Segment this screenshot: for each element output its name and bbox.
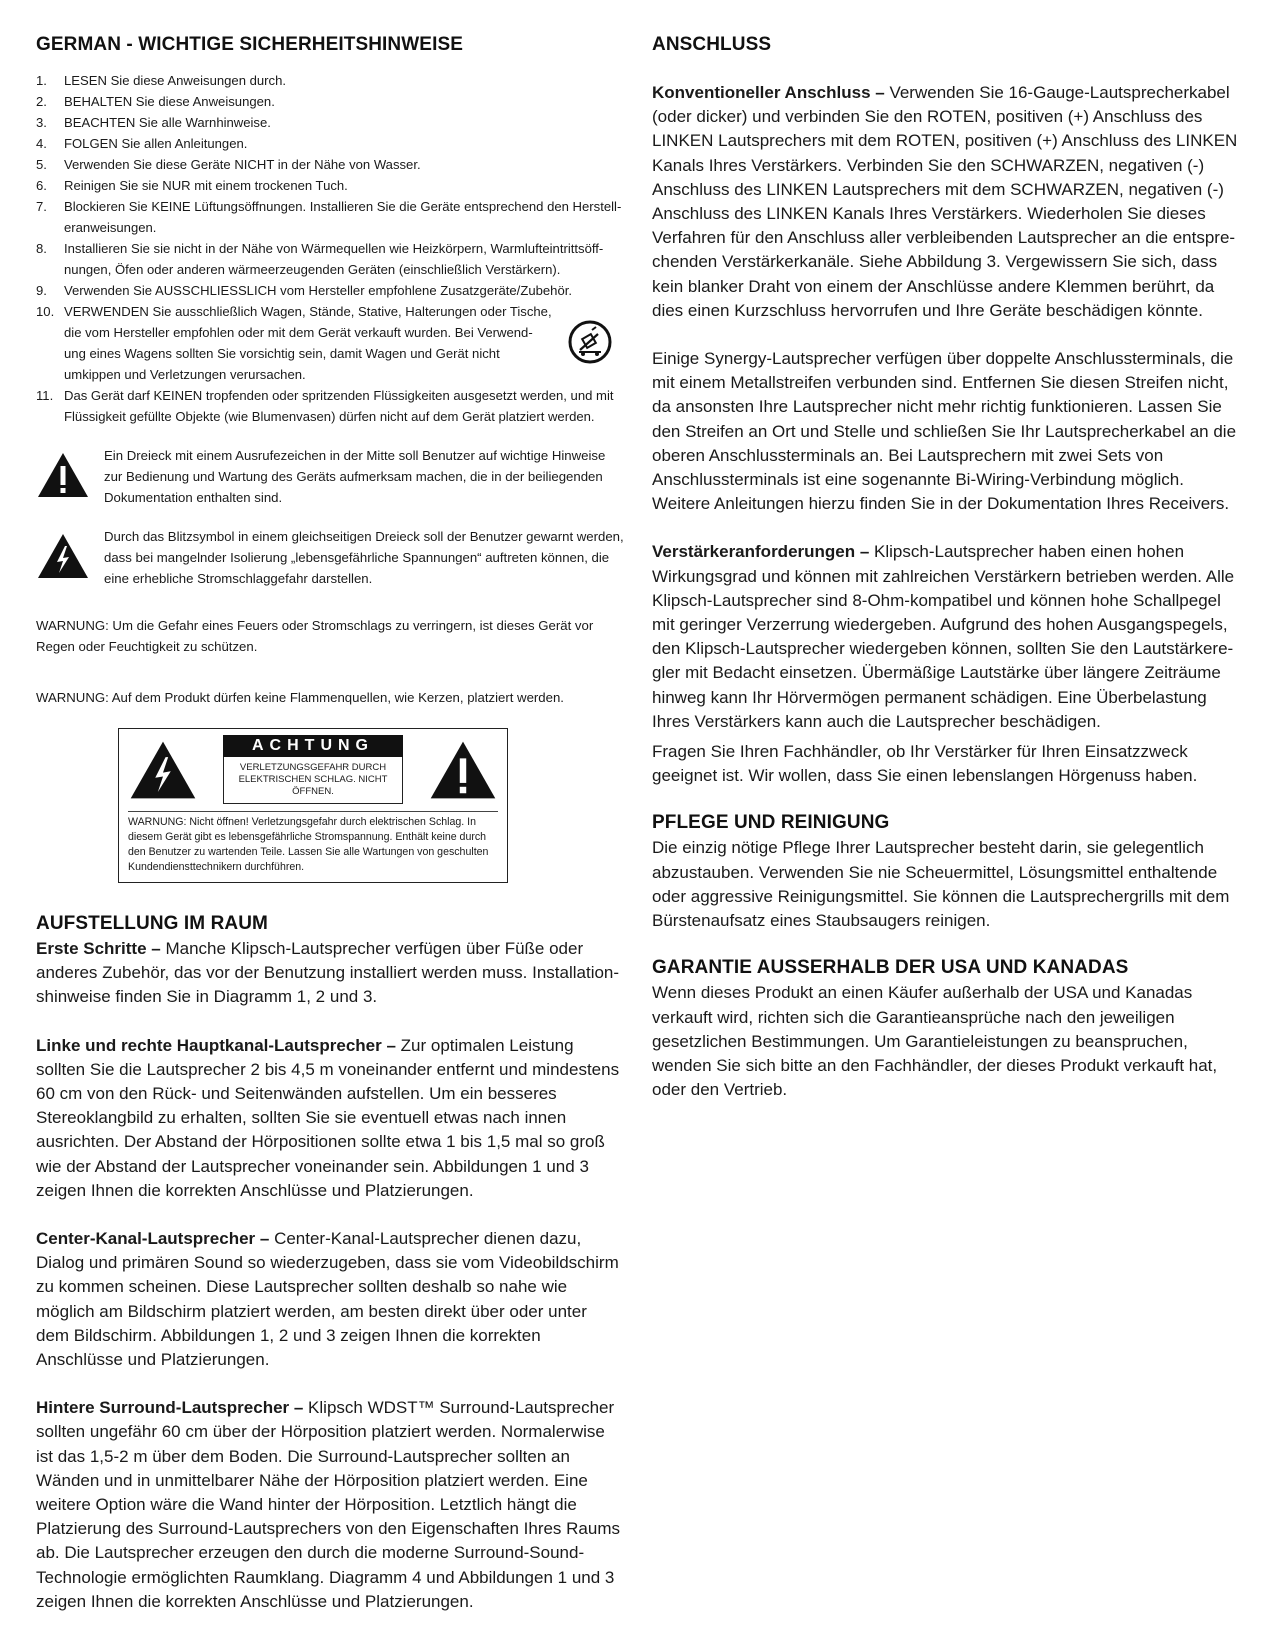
list-item-number: 5. [36, 157, 47, 172]
list-item [36, 112, 624, 133]
list-item [36, 196, 624, 238]
pflege-heading: PFLEGE UND REINIGUNG [652, 812, 890, 834]
erste-schritte-paragraph: Erste Schritte – Manche Klipsch-Lautsprecher verfügen über Füße oder anderes Zubehör, das vor der Benutzung installiert werden muss. Installation-shinweise finden Sie in Diagramm 1, 2 und 3. [36, 939, 620, 1007]
synergy-paragraph: Einige Synergy-Lautsprecher verfügen über doppelte Anschlussterminals, die mit einem Metallstreifen verbunden sind. Entfernen Sie diesen Streifen nicht, da ansonsten Ihre Lautsprecher nicht mehr richtig funktionieren. Lassen Sie den Streifen an Ort und Stelle und schließen Sie Ihr Lautsprecherkabel an die oberen Anschlussterminals an. Bei Lautsprechern mit zwei Sets von Anschlussterminals ist eine sogenannte Bi-Wiring-Verbindung möglich. Weitere Anleitungen hierzu finden Sie in der Dokumentation Ihres Receivers. [652, 349, 1237, 514]
list-item [36, 385, 624, 427]
achtung-title: ACHTUNG [223, 735, 403, 757]
list-item-number: 10. [36, 304, 55, 319]
list-item-text: Das Gerät darf KEINEN tropfenden oder spritzenden Flüssigkeiten ausgesetzt werden, und mit Flüssigkeit gefüllte Objekte (wie Blumenvasen) dürfen nicht auf dem Gerät platziert werden. [64, 388, 614, 424]
achtung-small-text: VERLETZUNGSGEFAHR DURCH ELEKTRISCHEN SCHLAG. NICHT ÖFFNEN. [223, 757, 403, 804]
warning-rain: WARNUNG: Um die Gefahr eines Feuers oder Stromschlags zu verringern, ist dieses Gerät vor Regen oder Feuchtigkeit zu schützen. [36, 618, 594, 654]
left-column [36, 34, 624, 1614]
safety-heading: GERMAN - WICHTIGE SICHERHEITSHINWEISE [36, 34, 463, 55]
exclamation-triangle-icon [428, 739, 498, 801]
list-item-number: 11. [36, 388, 54, 403]
center-kanal-paragraph: Center-Kanal-Lautsprecher – Center-Kanal-Lautsprecher dienen dazu, Dialog und primären Sound so wiederzugeben, dass sie vom Videobildschirm zu kommen scheinen. Diese Lautsprecher sollten deshalb so nahe wie möglich am Bildschirm platziert werden, am besten direkt über oder unter dem Bildschirm. Abbildungen 1, 2 und 3 zeigen Ihnen die korrekten Anschlüsse und Platzierungen. [36, 1229, 619, 1370]
garantie-section [652, 957, 1242, 1102]
list-item-number: 6. [36, 178, 47, 193]
hauptkanal-paragraph: Linke und rechte Hauptkanal-Lautsprecher – Zur optimalen Leistung sollten Sie die Lautsprecher 2 bis 4,5 m voneinander entfernt und mindestens 60 cm von den Rück- und Seitenwänden aufstellen. Um ein besseres Stereoklangbild zu erhalten, sollten Sie sie eventuell etwas nach innen ausrichten. Der Abstand der Hörpositionen sollte etwa 1 bis 1,5 mal so groß wie der Abstand der Lautsprecher voneinander sein. Abbildungen 1 und 3 zeigen Ihnen die korrekten Anschlüsse und Platzierungen. [36, 1035, 620, 1200]
list-item-number: 4. [36, 136, 47, 151]
safety-list [36, 70, 624, 427]
achtung-body: WARNUNG: Nicht öffnen! Verletzungsgefahr durch elektrischen Schlag. In diesem Gerät gibt es lebensgefährliche Stromspannung. Enthält keine durch den Benutzer zu wartenden Teile. Lassen Sie alle Wartungen von geschulten Kundendiensttechnikern durchführen. [128, 816, 489, 873]
verstaerker-paragraph: Verstärkeranforderungen – Klipsch-Lautsprecher haben einen hohen Wirkungsgrad und können mit zahlreichen Verstärkern betrieben werden. Alle Klipsch-Lautsprecher sind 8-Ohm-kompatibel und können hohe Schallpegel mit geringer Verzerrung wiedergeben. Aufgrund des hohen Ausgangspegels, den Klipsch-Lautsprecher wiedergeben können, sollten Sie den Lautstärkere-gler mit Bedacht einsetzen. Übermäßige Lautstärke über längere Zeiträume hinweg kann Ihr Hörvermögen permanent schädigen. Eine Überbelastung Ihres Verstärkers kann auch die Lautsprecher beschädigen. [652, 542, 1235, 731]
surround-paragraph: Hintere Surround-Lautsprecher – Klipsch WDST™ Surround-Lautsprecher sollten ungefähr 60 cm über der Hörposition platziert werden. Normalerwise ist das 1,5-2 m über dem Boden. Die Surround-Lautsprecher sollten an Wänden und in unmittelbarer Nähe der Hörposition platziert werden. Eine weitere Option wäre die Wand hinter der Hörposition. Letztlich hängt die Platzierung des Surround-Lautsprechers von den Eigenschaften Ihres Raums ab. Die Lautsprecher erzeugen den durch die moderne Surround-Sound-Technologie ermöglichten Raumklang. Diagramm 4 und Abbildungen 1 und 3 zeigen Ihnen die korrekten Anschlüsse und Platzierungen. [36, 1398, 621, 1611]
list-item-number: 7. [36, 199, 47, 214]
garantie-paragraph: Wenn dieses Produkt an einen Käufer außerhalb der USA und Kanadas verkauft wird, richten sich die Garantieansprüche nach den jeweiligen gesetzlichen Bestimmungen. Um Garantieleistungen zu beanspruchen, wenden Sie sich bitte an den Fachhändler, der dieses Produkt verkauft hat, oder den Vertrieb. [652, 983, 1218, 1100]
list-item-text: Installieren Sie sie nicht in der Nähe von Wärmequellen wie Heizkörpern, Warmlufteintrittsöff-nungen, Öfen oder anderen wärmeerzeugenden Geräten (einschließlich Verstärkern). [64, 241, 604, 277]
list-item-number: 8. [36, 241, 47, 256]
list-item-text: Verwenden Sie diese Geräte NICHT in der Nähe von Wasser. [64, 157, 421, 172]
aufstellung-section [36, 913, 624, 1614]
list-item-number: 9. [36, 283, 47, 298]
aufstellung-heading: AUFSTELLUNG IM RAUM [36, 913, 268, 934]
fachhaendler-paragraph: Fragen Sie Ihren Fachhändler, ob Ihr Verstärker für Ihren Einsatzzweck geeignet ist. Wir wollen, dass Sie einen lebenslangen Hörgenuss haben. [652, 742, 1198, 786]
list-item-text: FOLGEN Sie allen Anleitungen. [64, 136, 248, 151]
list-item-text: LESEN Sie diese Anweisungen durch. [64, 73, 287, 88]
exclamation-triangle-icon [36, 451, 90, 499]
list-item [36, 70, 624, 91]
warning-flame: WARNUNG: Auf dem Produkt dürfen keine Flammenquellen, wie Kerzen, platziert werden. [36, 690, 564, 705]
list-item [36, 238, 624, 280]
list-item-number: 2. [36, 94, 47, 109]
list-item-number: 3. [36, 115, 47, 130]
achtung-label-box [118, 728, 508, 883]
exclamation-note: Ein Dreieck mit einem Ausrufezeichen in der Mitte soll Benutzer auf wichtige Hinweise zur Bedienung und Wartung des Geräts aufmerksam machen, die in der beiliegenden Dokumentation enthalten sind. [36, 445, 624, 508]
lightning-triangle-icon [128, 739, 198, 801]
list-item-text: BEACHTEN Sie alle Warnhinweise. [64, 115, 271, 130]
list-item-text: Verwenden Sie AUSSCHLIESSLICH vom Hersteller empfohlene Zusatzgeräte/Zubehör. [64, 283, 573, 298]
garantie-heading: GARANTIE AUSSERHALB DER USA UND KANADAS [652, 957, 1129, 979]
anschluss-heading: ANSCHLUSS [652, 34, 772, 55]
list-item [36, 280, 624, 301]
list-item-number: 1. [36, 73, 47, 88]
list-item [36, 154, 624, 175]
lightning-note: Durch das Blitzsymbol in einem gleichseitigen Dreieck soll der Benutzer gewarnt werden, dass bei mangelnder Isolierung „lebensgefährliche Spannungen“ auftreten können, die eine erhebliche Stromschlaggefahr darstellen. [36, 526, 624, 589]
list-item-text: Blockieren Sie KEINE Lüftungsöffnungen. Installieren Sie die Geräte entsprechend den Herstell-eranweisungen. [64, 199, 622, 235]
list-item-text: BEHALTEN Sie diese Anweisungen. [64, 94, 275, 109]
pflege-paragraph: Die einzig nötige Pflege Ihrer Lautsprecher besteht darin, sie gelegentlich abzustauben. Verwenden Sie nie Scheuermittel, Lösungsmittel enthaltende oder aggressive Reinigungsmittel. Sie können die Lautsprechergrills mit dem Bürstenaufsatz eines Staubsaugers reinigen. [652, 838, 1230, 931]
cart-tip-icon [568, 320, 612, 364]
list-item [36, 175, 624, 196]
list-item [36, 91, 624, 112]
pflege-section [652, 812, 1242, 933]
lightning-triangle-icon [36, 532, 90, 580]
list-item-text: Reinigen Sie sie NUR mit einem trockenen Tuch. [64, 178, 348, 193]
konventioneller-anschluss-paragraph: Konventioneller Anschluss – Verwenden Sie 16-Gauge-Lautsprecherkabel (oder dicker) und verbinden Sie den ROTEN, positiven (+) Anschluss des LINKEN Lautsprechers mit dem ROTEN, positiven (+) Anschluss des LINKEN Kanals Ihres Verstärkers. Verbinden Sie den SCHWARZEN, negativen (-) Anschluss des LINKEN Lautsprechers mit dem SCHWARZEN, negativen (-) Anschluss des LINKEN Kanals Ihres Verstärkers. Wiederholen Sie dieses Verfahren für den Anschluss aller verbleibenden Lautsprecher an die entspre-chenden Verstärkerkanäle. Siehe Abbildung 3. Vergewissern Sie sich, dass kein blanker Draht von einem der Anschlüsse andere Klemmen berührt, da dies einen Kurzschluss hervorrufen und Ihre Geräte beschädigen könnte. [652, 83, 1238, 320]
list-item [36, 301, 624, 385]
list-item-text: VERWENDEN Sie ausschließlich Wagen, Stände, Stative, Halterungen oder Tische, die vom Hersteller empfohlen oder mit dem Gerät verkauft wurden. Bei Verwend-ung eines Wagens sollten Sie vorsichtig sein, damit Wagen und Gerät nicht umkippen und Verletzungen verursachen. [64, 304, 552, 382]
right-column [652, 34, 1242, 1102]
list-item [36, 133, 624, 154]
